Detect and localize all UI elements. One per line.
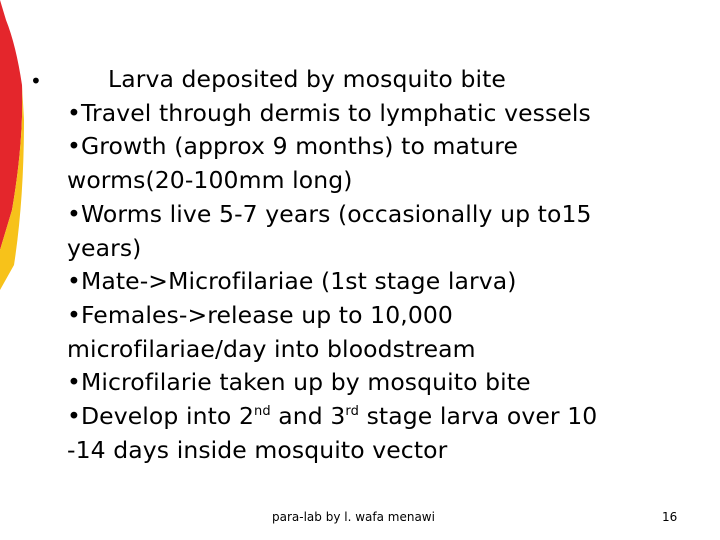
side-decoration — [0, 0, 24, 300]
bullet-line-continuation: years) — [67, 233, 142, 262]
develop-text-3: stage larva over 10 — [359, 402, 598, 431]
outer-bullet: • — [30, 69, 42, 93]
page-number: 16 — [662, 510, 678, 524]
footer-author: para-lab by l. wafa menawi — [272, 510, 435, 524]
bullet-line: •Females->release up to 10,000 — [67, 300, 453, 329]
bullet-line: •Mate->Microfilariae (1st stage larva) — [67, 267, 517, 296]
bullet-line: •Microfilarie taken up by mosquito bite — [67, 368, 531, 397]
develop-text-2: and 3 — [270, 402, 346, 431]
bullet-line: •Growth (approx 9 months) to mature — [67, 132, 519, 161]
superscript-rd: rd — [345, 404, 359, 420]
bullet-line-continuation: -14 days inside mosquito vector — [67, 435, 448, 464]
bullet-line-develop — [67, 400, 717, 434]
develop-text-1: •Develop into 2 — [67, 402, 255, 431]
bullet-line: •Worms live 5-7 years (occasionally up to15 — [67, 199, 592, 228]
superscript-nd: nd — [254, 404, 271, 420]
bullet-line-continuation: worms(20-100mm long) — [67, 166, 353, 195]
bullet-line: •Travel through dermis to lymphatic vessels — [67, 98, 591, 127]
slide-body — [67, 63, 717, 467]
bullet-line: Larva deposited by mosquito bite — [108, 65, 506, 93]
bullet-line-continuation: microfilariae/day into bloodstream — [67, 334, 476, 363]
